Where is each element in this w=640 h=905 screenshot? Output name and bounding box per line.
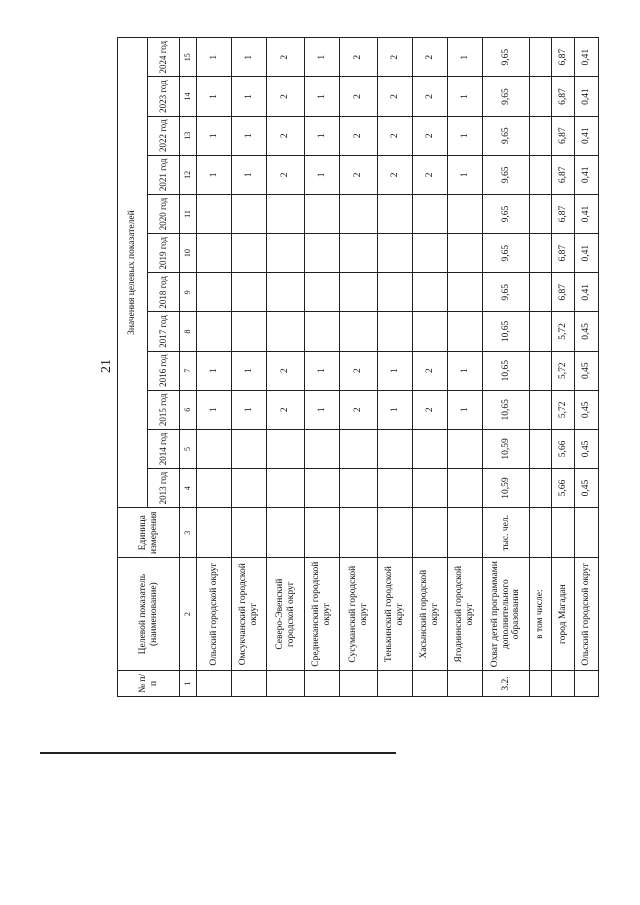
value-cell: 2 [340,38,378,77]
value-cell: 1 [448,155,483,194]
table-row [552,38,575,697]
value-cell: 0,45 [575,312,599,351]
value-cell [378,469,413,508]
unit-cell [448,508,483,558]
value-cell: 2 [267,390,305,429]
table-row [197,38,232,697]
value-cell: 1 [232,116,267,155]
row-number-cell: 3.2. [483,670,530,696]
header-indicator: Целевой показатель (наименование) [118,558,180,670]
table-row [413,38,448,697]
unit-cell [530,508,552,558]
table-row [378,38,413,697]
target-indicators-table [117,37,599,697]
table-row [575,38,599,697]
row-number-cell [413,670,448,696]
header-year: 2016 год [148,351,180,390]
value-cell [197,429,232,468]
value-cell [232,312,267,351]
value-cell [267,312,305,351]
value-cell [530,390,552,429]
row-number-cell [552,670,575,696]
value-cell: 2 [267,351,305,390]
indicator-name-cell: Охват детей программами дополнительного образования [483,558,530,670]
value-cell [197,194,232,233]
value-cell [232,273,267,312]
header-year: 2020 год [148,194,180,233]
value-cell [340,194,378,233]
unit-cell: тыс. чел. [483,508,530,558]
value-cell: 6,87 [552,38,575,77]
value-cell: 0,41 [575,38,599,77]
value-cell: 1 [378,390,413,429]
value-cell: 0,45 [575,469,599,508]
header-num: № п/п [118,670,180,696]
value-cell: 1 [448,390,483,429]
value-cell: 6,87 [552,77,575,116]
value-cell: 0,45 [575,390,599,429]
column-index-cell: 5 [180,429,197,468]
value-cell: 2 [267,77,305,116]
value-cell [530,429,552,468]
indicator-name-cell: Ольский городской округ [575,558,599,670]
value-cell [232,234,267,273]
value-cell [305,312,340,351]
value-cell: 0,41 [575,194,599,233]
header-year: 2014 год [148,429,180,468]
value-cell: 0,41 [575,116,599,155]
value-cell: 9,65 [483,155,530,194]
value-cell: 2 [413,116,448,155]
value-cell [530,155,552,194]
value-cell [413,469,448,508]
indicator-name-cell: город Магадан [552,558,575,670]
value-cell: 0,45 [575,429,599,468]
value-cell: 1 [305,77,340,116]
value-cell [267,469,305,508]
value-cell: 2 [267,116,305,155]
value-cell [232,429,267,468]
header-values-group: Значения целевых показателей [118,38,148,508]
column-index-cell: 9 [180,273,197,312]
value-cell: 9,65 [483,77,530,116]
value-cell: 0,41 [575,234,599,273]
value-cell [530,77,552,116]
row-number-cell [378,670,413,696]
value-cell: 2 [267,38,305,77]
value-cell [305,429,340,468]
value-cell: 2 [378,77,413,116]
value-cell [267,429,305,468]
value-cell: 5,66 [552,429,575,468]
row-number-cell [232,670,267,696]
value-cell: 1 [305,390,340,429]
value-cell: 9,65 [483,38,530,77]
column-index-cell: 12 [180,155,197,194]
indicators-table-container [117,37,597,697]
value-cell [378,234,413,273]
value-cell: 1 [305,155,340,194]
value-cell [340,234,378,273]
value-cell: 2 [378,116,413,155]
indicator-name-cell: Тенькинский городской округ [378,558,413,670]
value-cell [530,194,552,233]
value-cell: 2 [413,155,448,194]
value-cell [413,234,448,273]
value-cell [197,312,232,351]
value-cell: 1 [378,351,413,390]
value-cell: 10,59 [483,429,530,468]
value-cell [378,194,413,233]
value-cell [378,429,413,468]
value-cell [530,312,552,351]
value-cell [448,273,483,312]
value-cell: 2 [413,38,448,77]
value-cell [448,194,483,233]
row-number-cell [197,670,232,696]
value-cell: 9,65 [483,273,530,312]
value-cell [530,273,552,312]
header-year: 2018 год [148,273,180,312]
value-cell [530,116,552,155]
value-cell: 2 [340,155,378,194]
row-number-cell [305,670,340,696]
value-cell: 1 [448,351,483,390]
table-row [483,38,530,697]
indicator-name-cell: Северо-Эвенский городской округ [267,558,305,670]
unit-cell [378,508,413,558]
value-cell: 1 [448,116,483,155]
value-cell: 1 [232,38,267,77]
value-cell: 10,65 [483,390,530,429]
row-number-cell [575,670,599,696]
unit-cell [197,508,232,558]
value-cell: 9,65 [483,116,530,155]
header-year: 2023 год [148,77,180,116]
value-cell: 10,65 [483,351,530,390]
header-year: 2015 год [148,390,180,429]
column-index-cell: 3 [180,508,197,558]
value-cell: 5,72 [552,351,575,390]
value-cell: 1 [448,77,483,116]
value-cell [530,351,552,390]
value-cell [448,312,483,351]
column-index-cell: 10 [180,234,197,273]
unit-cell [575,508,599,558]
value-cell: 6,87 [552,116,575,155]
value-cell: 2 [267,155,305,194]
value-cell [530,38,552,77]
column-index-cell: 14 [180,77,197,116]
indicator-name-cell: Среднеканский городской округ [305,558,340,670]
table-row [232,38,267,697]
value-cell [197,234,232,273]
value-cell [267,234,305,273]
column-index-cell: 15 [180,38,197,77]
value-cell: 6,87 [552,194,575,233]
indicator-name-cell: Ягоднинский городской округ [448,558,483,670]
value-cell: 1 [448,38,483,77]
value-cell: 2 [340,351,378,390]
value-cell: 2 [378,38,413,77]
value-cell: 0,41 [575,77,599,116]
table-row [530,38,552,697]
indicator-name-cell: Омсукчанский городской округ [232,558,267,670]
value-cell [413,194,448,233]
value-cell: 6,87 [552,273,575,312]
unit-cell [413,508,448,558]
value-cell [340,429,378,468]
value-cell: 10,59 [483,469,530,508]
value-cell: 2 [378,155,413,194]
header-unit: Единица измерения [118,508,180,558]
indicator-name-cell: Хасынский городской округ [413,558,448,670]
value-cell [197,273,232,312]
header-year: 2021 год [148,155,180,194]
header-year: 2024 год [148,38,180,77]
value-cell: 0,45 [575,351,599,390]
unit-cell [552,508,575,558]
value-cell [413,312,448,351]
value-cell [340,312,378,351]
value-cell [305,273,340,312]
value-cell: 2 [340,77,378,116]
column-index-cell: 1 [180,670,197,696]
header-index-row [180,38,197,697]
value-cell: 2 [413,77,448,116]
value-cell [448,429,483,468]
table-row [448,38,483,697]
value-cell: 5,72 [552,312,575,351]
row-number-cell [530,670,552,696]
indicator-name-cell: в том числе: [530,558,552,670]
value-cell: 0,41 [575,273,599,312]
value-cell [448,234,483,273]
value-cell: 1 [197,351,232,390]
value-cell [448,469,483,508]
value-cell [530,469,552,508]
row-number-cell [340,670,378,696]
column-index-cell: 2 [180,558,197,670]
value-cell [197,469,232,508]
value-cell: 2 [340,116,378,155]
value-cell: 1 [197,77,232,116]
column-index-cell: 8 [180,312,197,351]
value-cell [267,194,305,233]
value-cell: 1 [197,116,232,155]
value-cell: 10,65 [483,312,530,351]
value-cell: 1 [305,116,340,155]
indicator-name-cell: Ольский городской округ [197,558,232,670]
unit-cell [267,508,305,558]
value-cell: 9,65 [483,194,530,233]
header-year: 2019 год [148,234,180,273]
value-cell: 1 [232,390,267,429]
value-cell [378,273,413,312]
value-cell: 1 [305,38,340,77]
value-cell: 9,65 [483,234,530,273]
unit-cell [340,508,378,558]
value-cell [305,234,340,273]
header-year: 2017 год [148,312,180,351]
value-cell: 6,87 [552,155,575,194]
value-cell: 5,66 [552,469,575,508]
row-number-cell [267,670,305,696]
value-cell: 2 [413,390,448,429]
footer-divider-line [40,752,396,754]
value-cell [530,234,552,273]
value-cell: 1 [197,390,232,429]
column-index-cell: 4 [180,469,197,508]
value-cell [413,429,448,468]
value-cell: 2 [340,390,378,429]
column-index-cell: 6 [180,390,197,429]
value-cell: 1 [305,351,340,390]
value-cell [413,273,448,312]
value-cell [378,312,413,351]
value-cell [340,469,378,508]
unit-cell [305,508,340,558]
value-cell: 0,41 [575,155,599,194]
header-row-1 [118,38,148,697]
value-cell: 1 [197,155,232,194]
value-cell: 1 [232,351,267,390]
value-cell [305,194,340,233]
value-cell: 5,72 [552,390,575,429]
table-row [267,38,305,697]
column-index-cell: 7 [180,351,197,390]
value-cell: 1 [232,155,267,194]
value-cell [232,469,267,508]
unit-cell [232,508,267,558]
header-year: 2022 год [148,116,180,155]
value-cell [305,469,340,508]
value-cell: 1 [232,77,267,116]
column-index-cell: 11 [180,194,197,233]
page-number: 21 [99,359,114,373]
column-index-cell: 13 [180,116,197,155]
table-row [305,38,340,697]
table-row [340,38,378,697]
value-cell: 2 [413,351,448,390]
header-year: 2013 год [148,469,180,508]
value-cell [267,273,305,312]
value-cell: 1 [197,38,232,77]
value-cell [340,273,378,312]
indicator-name-cell: Сусуманский городской округ [340,558,378,670]
value-cell [232,194,267,233]
value-cell: 6,87 [552,234,575,273]
row-number-cell [448,670,483,696]
